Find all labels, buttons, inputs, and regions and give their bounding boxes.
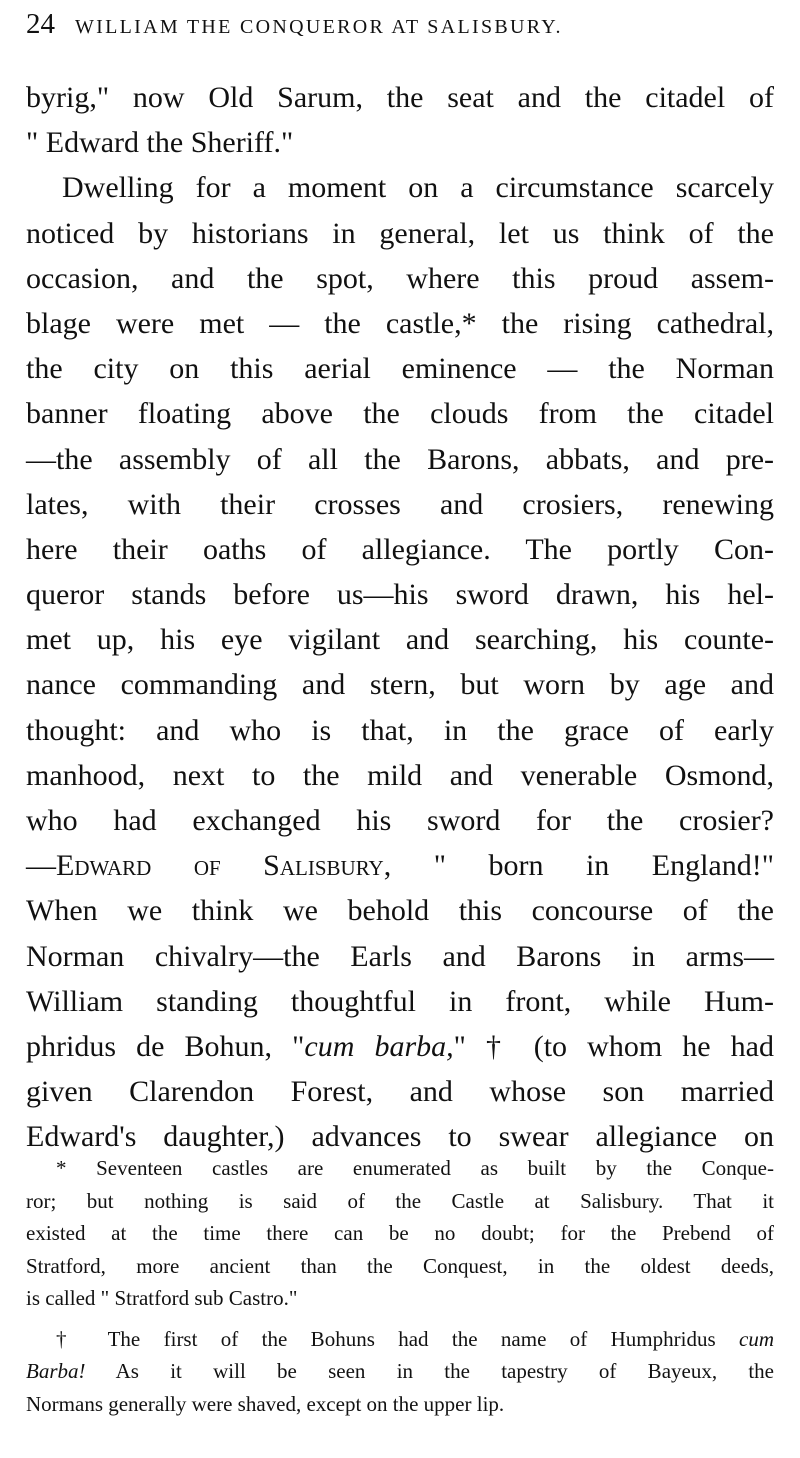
body-line: given Clarendon Forest, and whose son married [26,1075,774,1109]
body-line: met up, his eye vigilant and searching, his counte- [26,623,774,657]
text-before-italic: phridus de Bohun, " [26,1029,305,1063]
footnote-line: * Seventeen castles are enumerated as built by the Conque- [56,1156,774,1180]
body-line: who had exchanged his sword for the crosier? [26,804,774,837]
body-line: the city on this aerial eminence — the Norman [26,352,774,386]
dash-text: — [26,849,56,883]
footnote-line: Stratford, more ancient than the Conquest, in the oldest deeds, [26,1253,774,1278]
body-line: occasion, and the spot, where this proud assem- [26,261,774,295]
footnotes [26,1152,774,1420]
name-small-caps: Edward of Salisbury, [56,849,392,883]
footnote-line: existed at the time there can be no doubt; for the Prebend of [26,1221,774,1245]
italic-phrase: cum barba, [304,1029,454,1063]
page-number: 24 [26,8,55,40]
body-line: thought: and who is that, in the grace of early [26,713,774,747]
footnote-italic: Barba! [26,1359,86,1383]
footnote-line [26,1323,774,1356]
body-line: byrig," now Old Sarum, the seat and the citadel of [26,81,774,114]
body-line: Norman chivalry—the Earls and Barons in arms— [26,939,774,973]
body-line: William standing thoughtful in front, while Hum- [26,984,774,1018]
footnote-line: ror; but nothing is said of the Castle at Salisbury. That it [26,1188,774,1213]
body-line: nance commanding and stern, but worn by age and [26,668,774,702]
footnote-line: Normans generally were shaved, except on the upper lip. [26,1391,505,1416]
footnote-line [26,1355,774,1388]
footnote-italic: cum [739,1326,774,1351]
body-line: banner floating above the clouds from the citadel [26,397,774,431]
quote-text: " born in England!" [391,849,774,883]
body-line: Dwelling for a moment on a circumstance scarcely [62,171,774,205]
running-title: WILLIAM THE CONQUEROR AT SALISBURY. [75,16,563,38]
footnote-text: † The first of the Bohuns had the name of Humphridus [56,1326,739,1351]
running-head [26,8,774,48]
body-line: " Edward the Sheriff." [26,126,294,160]
body-line: queror stands before us—his sword drawn, his hel- [26,578,774,612]
body-line: When we think we behold this concourse of the [26,894,774,928]
footnote-line: is called " Stratford sub Castro." [26,1286,298,1310]
footnote-text: As it will be seen in the tapestry of Bayeux, the [85,1359,774,1383]
body-line: manhood, next to the mild and venerable Osmond, [26,758,774,792]
text-after-italic: " † (to whom he had [453,1029,774,1063]
body-line: here their oaths of allegiance. The portly Con- [26,532,774,566]
body-text [26,75,774,1160]
body-line: lates, with their crosses and crosiers, renewing [26,487,774,521]
body-line: —the assembly of all the Barons, abbats, and pre- [26,442,774,476]
body-line [26,1024,774,1069]
body-line: noticed by historians in general, let us think of the [26,216,774,250]
body-line: Edward's daughter,) advances to swear allegiance on [26,1120,774,1154]
footnote-gap [26,1315,774,1323]
body-line: blage were met — the castle,* the rising cathedral, [26,306,774,340]
body-line [26,843,774,888]
